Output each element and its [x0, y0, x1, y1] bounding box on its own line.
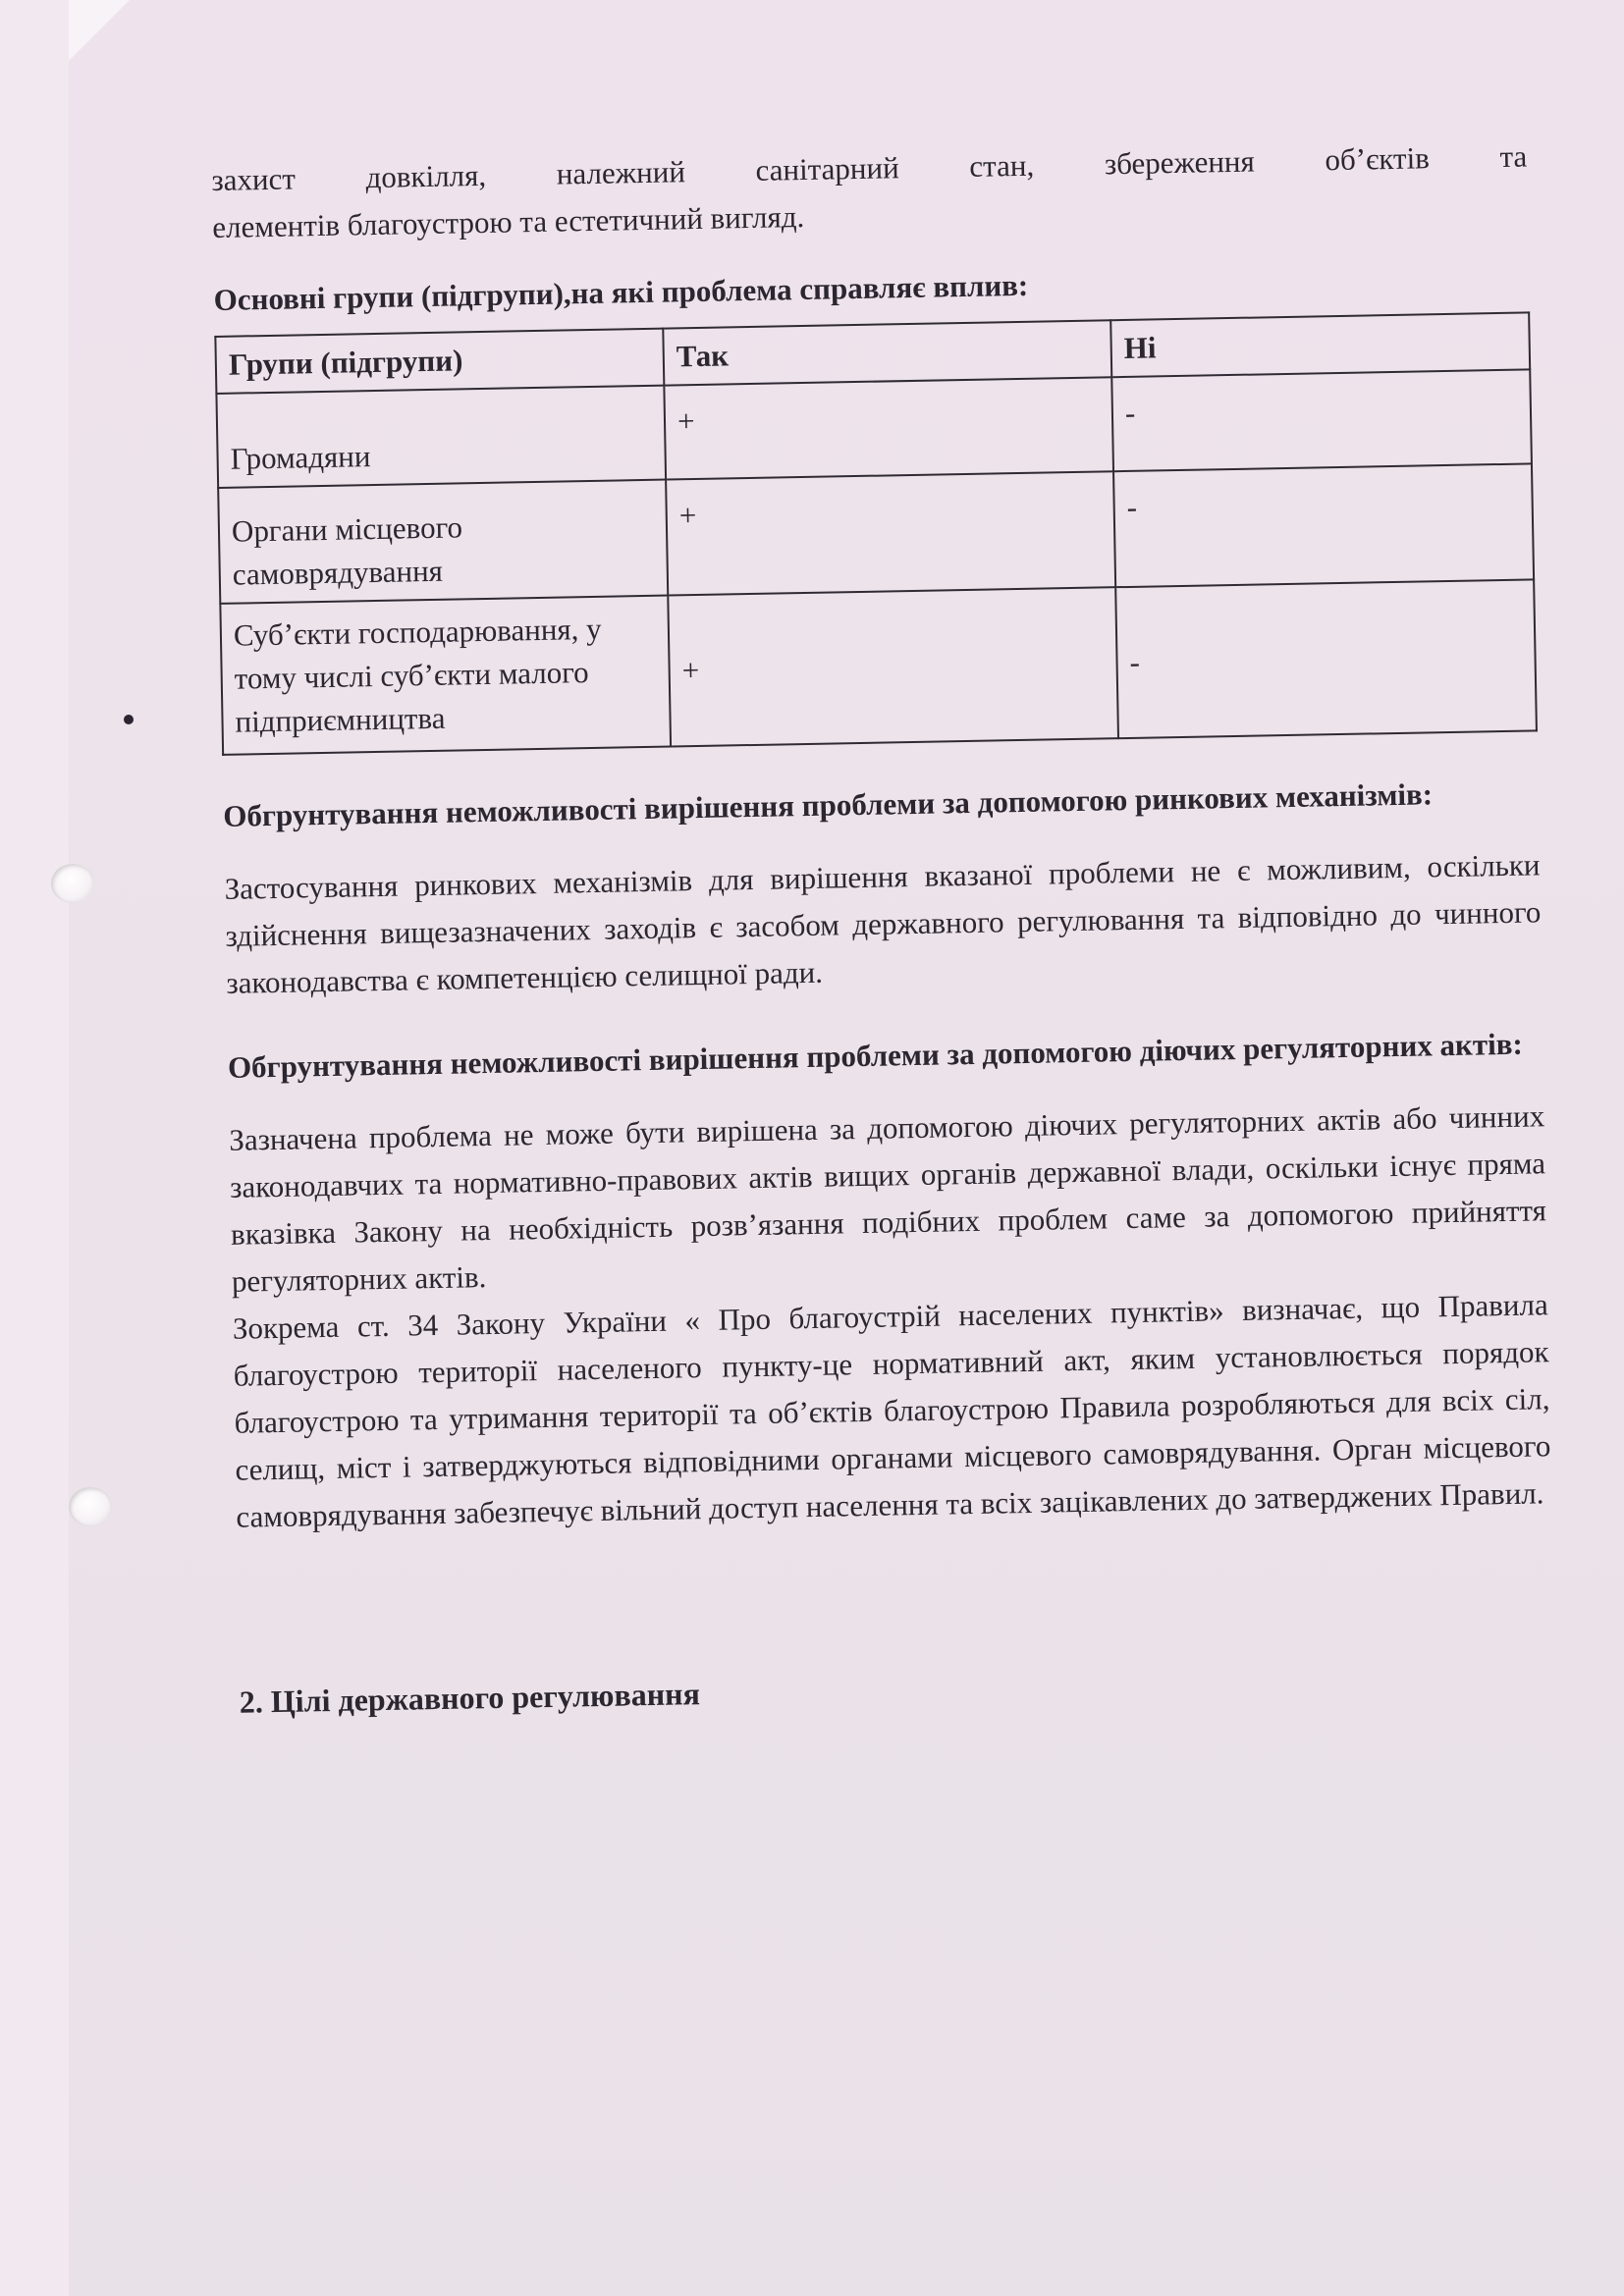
header-yes: Так [663, 320, 1111, 385]
row-group: Суб’єкти господарювання, у тому числі суб’єкти малого підприємництва [220, 596, 671, 755]
acts-text-1: Зазначена проблема не може бути вирішена за допомогою діючих регуляторних актів або чинних законодавчих та нормативно-правових актів вищих органів державної влади, оскільки існує пряма вказівка Закону на необхідність розв’язання подібних проблем саме за допомогою прийняття регуляторних актів. [229, 1098, 1547, 1299]
punch-hole-top [51, 864, 94, 903]
header-no: Ні [1110, 312, 1530, 377]
intro-line-2: елементів благоустрою та естетичний вигляд. [211, 198, 805, 244]
section-2-title: 2. Цілі державного регулювання [239, 1676, 701, 1720]
row-no: - [1113, 463, 1534, 587]
punch-hole-bottom [69, 1487, 112, 1526]
groups-heading: Основні групи (підгрупи),на які проблема справляє вплив: [213, 267, 1029, 317]
acts-heading: Обгрунтування неможливості вирішення проблеми за допомогою діючих регуляторних актів: [227, 1026, 1524, 1085]
row-yes: + [666, 471, 1115, 595]
row-no: - [1111, 369, 1532, 471]
row-yes: + [668, 587, 1118, 746]
row-yes: + [664, 377, 1113, 479]
acts-text-2: Зокрема ст. 34 Закону України « Про благоустрій населених пунктів» визначає, що Правила благоустрою території населеного пункту-це нормативний акт, яким установлюється порядок благоустрою та утримання території та об’єктів благоустрою Правила розробляються для всіх сіл, селищ, міст і затверджуються відповідними органами місцевого самоврядування. Орган місцевого самоврядування забезпечує вільний доступ населення та всіх зацікавлених до затверджених Правил. [232, 1287, 1551, 1534]
affected-groups-table [214, 311, 1538, 755]
market-text: Застосування ринкових механізмів для вирішення вказаної проблеми не є можливим, оскільки здійснення вищезазначених заходів є засобом державного регулювання та відповідно до чинного законодавства є компетенцією селищної ради. [224, 847, 1542, 1000]
document-content [211, 133, 1555, 1725]
row-group: Органи місцевого самоврядування [218, 480, 668, 604]
market-heading: Обгрунтування неможливості вирішення проблеми за допомогою ринкових механізмів: [222, 776, 1434, 833]
bullet-dot [124, 715, 134, 724]
row-group: Громадяни [216, 386, 666, 488]
intro-line-1: захист довкілля, належний санітарний стан, збереження об’єктів та [211, 138, 1528, 197]
header-groups: Групи (підгрупи) [215, 329, 664, 394]
table-row [220, 579, 1537, 754]
folded-corner [69, 0, 130, 61]
row-no: - [1115, 579, 1537, 738]
